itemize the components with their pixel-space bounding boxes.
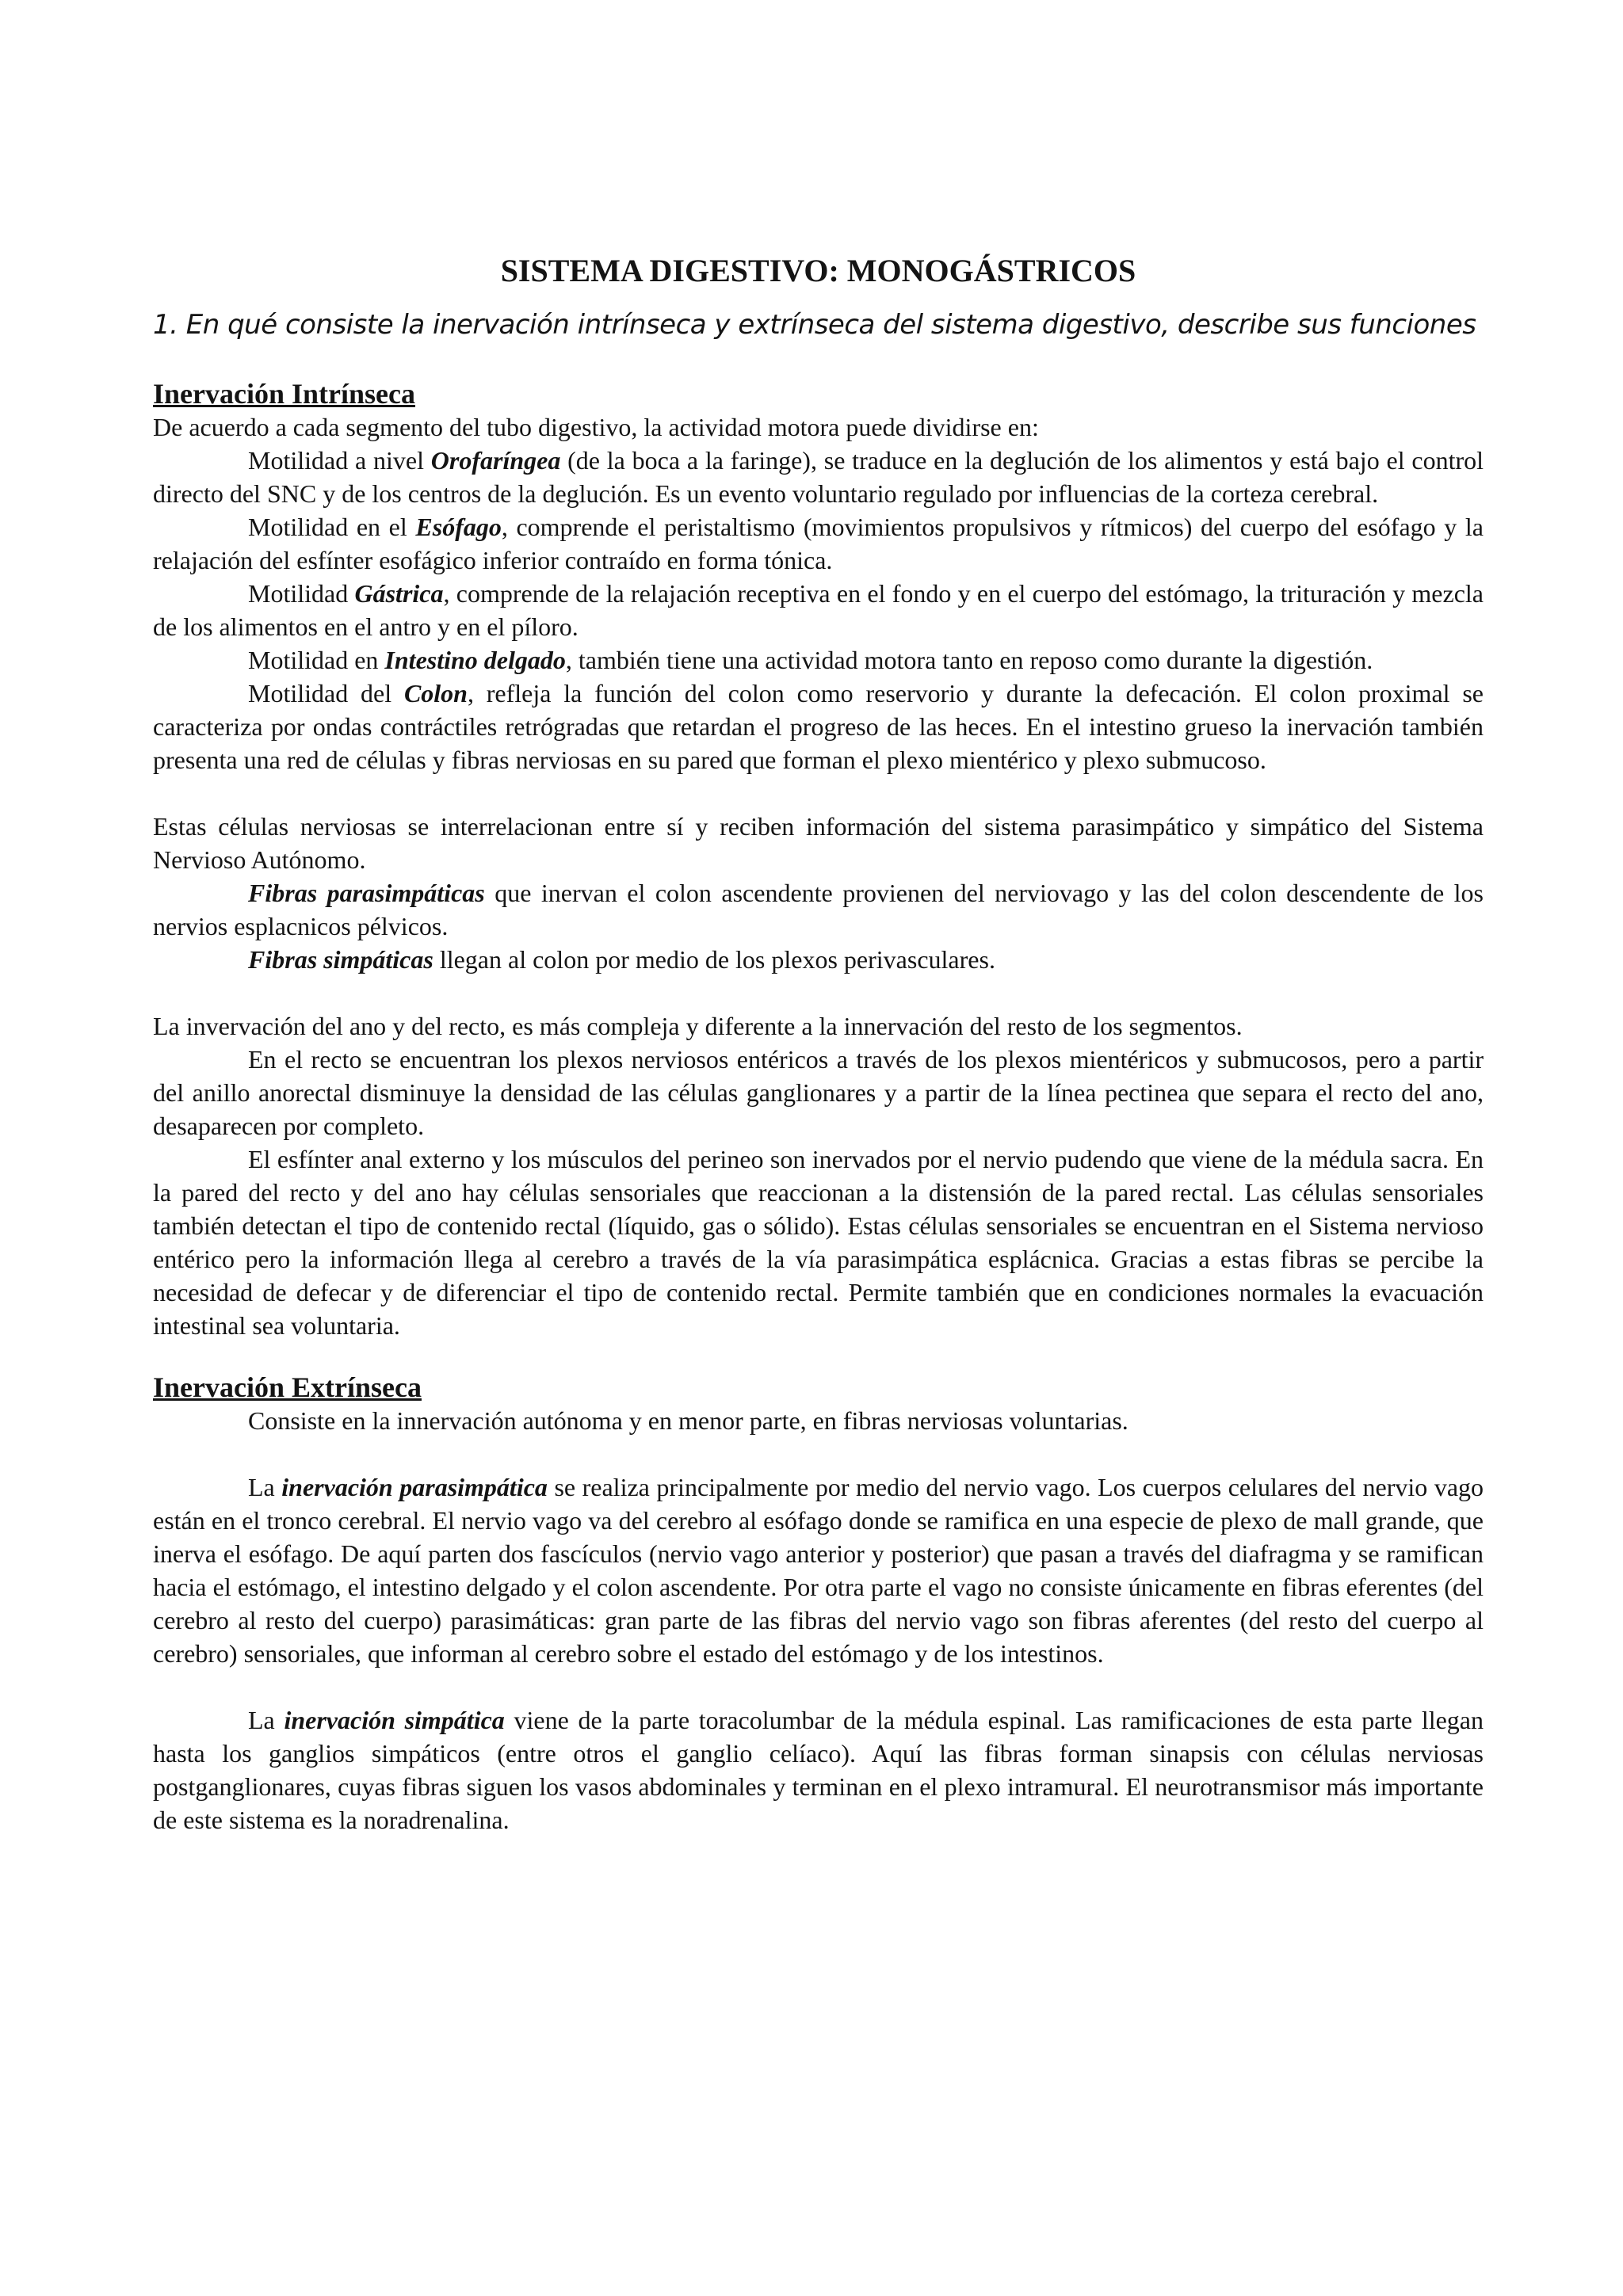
intrinsic-intro: De acuerdo a cada segmento del tubo digestivo, la actividad motora puede dividirse en: xyxy=(153,413,1039,441)
gastric-pre: Motilidad xyxy=(248,579,355,608)
esophagus-pre: Motilidad en el xyxy=(248,513,416,541)
parasympathetic-innervation-paragraph xyxy=(153,1470,1484,1670)
parasympathetic-fibers-term: Fibras parasimpáticas xyxy=(248,879,485,907)
oropharyngeal-text: (de la boca a la faringe), se traduce en la deglución de los alimentos y está bajo el control directo del SNC y de los centros de la deglución. Es un evento voluntario regulado por influencias de la corteza cerebral. xyxy=(153,446,1484,508)
rectum-paragraph: En el recto se encuentran los plexos nerviosos entéricos a través de los plexos mientéricos y submucosos, pero a partir del anillo anorectal disminuye la densidad de las células ganglionares y a partir de la línea pectinea que separa el recto del ano, desaparecen por completo. xyxy=(153,1045,1484,1140)
sympathetic-fibers-term: Fibras simpáticas xyxy=(248,945,433,974)
colon-pre: Motilidad del xyxy=(248,679,404,707)
parasympathetic-fibers-text: que inervan el colon ascendente provienen del nerviovago y las del colon descendente de los nervios esplacnicos pélvicos. xyxy=(153,879,1484,940)
parasympathetic-innervation-pre: La xyxy=(248,1473,282,1501)
colon-term: Colon xyxy=(403,679,468,707)
question-heading: 1. En qué consiste la inervación intrínseca y extrínseca del sistema digestivo, describe sus funciones xyxy=(153,309,1476,341)
nerve-cells-paragraph: Estas células nerviosas se interrelacionan entre sí y reciben información del sistema parasimpático y simpático del Sistema Nervioso Autónomo. xyxy=(153,812,1484,874)
esophagus-term: Esófago xyxy=(415,513,502,541)
small-intestine-term: Intestino delgado xyxy=(384,646,566,674)
oropharyngeal-pre: Motilidad a nivel xyxy=(248,446,431,475)
gastric-text: , comprende de la relajación receptiva en el fondo y en el cuerpo del estómago, la trituración y mezcla de los alimentos en el antro y en el píloro. xyxy=(153,579,1484,641)
gastric-paragraph xyxy=(153,577,1484,643)
oropharyngeal-paragraph xyxy=(153,444,1484,510)
small-intestine-text: , también tiene una actividad motora tanto en reposo como durante la digestión. xyxy=(565,646,1373,674)
colon-paragraph xyxy=(153,677,1484,776)
esophagus-paragraph xyxy=(153,510,1484,577)
extrinsic-heading: Inervación Extrínseca xyxy=(153,1371,422,1403)
parasympathetic-fibers-paragraph xyxy=(153,876,1484,943)
sympathetic-innervation-pre: La xyxy=(248,1706,285,1734)
esophagus-text: , comprende el peristaltismo (movimientos propulsivos y rítmicos) del cuerpo del esófago y la relajación del esfínter esofágico inferior contraído en forma tónica. xyxy=(153,513,1484,574)
oropharyngeal-term: Orofaríngea xyxy=(430,446,561,475)
anus-rectum-paragraph: La invervación del ano y del recto, es más compleja y diferente a la innervación del resto de los segmentos. xyxy=(153,1012,1243,1040)
colon-text: , refleja la función del colon como reservorio y durante la defecación. El colon proximal se caracteriza por ondas contráctiles retrógradas que retardan el progreso de las heces. En el intestino grueso la inervación también presenta una red de células y fibras nerviosas en su pared que forman el plexo mientérico y plexo submucoso. xyxy=(153,679,1484,774)
small-intestine-paragraph xyxy=(153,643,1484,677)
intrinsic-heading: Inervación Intrínseca xyxy=(153,378,415,410)
gastric-term: Gástrica xyxy=(354,579,444,608)
sympathetic-innervation-term: inervación simpática xyxy=(284,1706,505,1734)
sympathetic-fibers-text: llegan al colon por medio de los plexos perivasculares. xyxy=(433,945,995,974)
anal-sphincter-paragraph: El esfínter anal externo y los músculos del perineo son inervados por el nervio pudendo que viene de la médula sacra. En la pared del recto y del ano hay células sensoriales que reaccionan a la distensión de la pared rectal. Las células sensoriales también detectan el tipo de contenido rectal (líquido, gas o sólido). Estas células sensoriales se encuentran en el Sistema nervioso entérico pero la información llega al cerebro a través de la vía parasimpática esplácnica. Gracias a estas fibras se percibe la necesidad de defecar y de diferenciar el tipo de contenido rectal. Permite también que en condiciones normales la evacuación intestinal sea voluntaria. xyxy=(153,1145,1484,1340)
sympathetic-innervation-text: viene de la parte toracolumbar de la médula espinal. Las ramificaciones de esta parte llegan hasta los ganglios simpáticos (entre otros el ganglio celíaco). Aquí las fibras forman sinapsis con células nerviosas postganglionares, cuyas fibras siguen los vasos abdominales y terminan en el plexo intramural. El neurotransmisor más importante de este sistema es la noradrenalina. xyxy=(153,1706,1484,1834)
small-intestine-pre: Motilidad en xyxy=(248,646,385,674)
sympathetic-fibers-paragraph xyxy=(153,943,1484,976)
extrinsic-intro: Consiste en la innervación autónoma y en menor parte, en fibras nerviosas voluntarias. xyxy=(248,1406,1128,1435)
parasympathetic-innervation-term: inervación parasimpática xyxy=(281,1473,548,1501)
sympathetic-innervation-paragraph xyxy=(153,1703,1484,1836)
parasympathetic-innervation-text: se realiza principalmente por medio del nervio vago. Los cuerpos celulares del nervio vago están en el tronco cerebral. El nervio vago va del cerebro al esófago donde se ramifica en una especie de plexo de mall grande, que inerva el esófago. De aquí parten dos fascículos (nervio vago anterior y posterior) que pasan a través del diafragma y se ramifican hacia el estómago, el intestino delgado y el colon ascendente. Por otra parte el vago no consiste únicamente en fibras eferentes (del cerebro al resto del cuerpo) parasimáticas: gran parte de las fibras del nervio vago son fibras aferentes (del resto del cuerpo al cerebro) sensoriales, que informan al cerebro sobre el estado del estómago y de los intestinos. xyxy=(153,1473,1484,1668)
page-title: SISTEMA DIGESTIVO: MONOGÁSTRICOS xyxy=(500,253,1136,288)
